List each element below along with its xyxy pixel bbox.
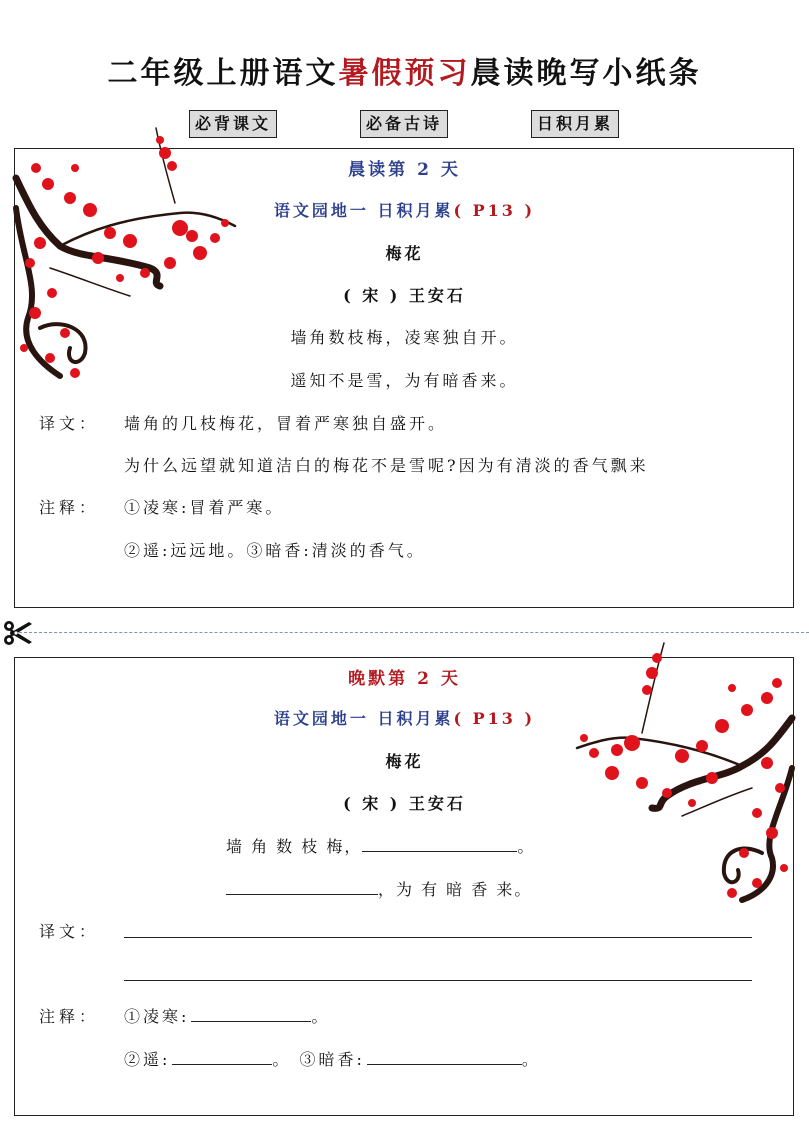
poem-line-2-blank[interactable] [226, 894, 378, 895]
evening-note-2 [124, 1047, 541, 1070]
note-2-prefix: ②遥: [124, 1050, 171, 1069]
note-2-blank[interactable] [172, 1064, 272, 1065]
translation-blank-line-1[interactable] [124, 937, 752, 938]
poem-line-1-blank[interactable] [362, 851, 517, 852]
translation-blank-line-2[interactable] [124, 980, 752, 981]
note-1-blank[interactable] [191, 1021, 311, 1022]
scissors-icon [2, 620, 34, 646]
evening-poem-title: 梅花 [385, 752, 424, 771]
evening-section-heading [0, 706, 809, 729]
evening-notes-label: 注释： [39, 1007, 100, 1026]
morning-translation-line-1: 墙角的几枝梅花，冒着严寒独自盛开。 [124, 414, 448, 433]
morning-section-name: 语文园地一 日积月累 [273, 201, 454, 220]
note-1-prefix: ①凌寒: [124, 1007, 190, 1026]
title-part-2: 晨读晚写小纸条 [470, 56, 702, 91]
note-3-blank[interactable] [367, 1064, 522, 1065]
evening-page-ref: ( P13 ) [453, 709, 536, 728]
morning-note-1: ①凌寒:冒着严寒。 [124, 498, 285, 517]
tab-daily-accumulation[interactable]: 日积月累 [531, 110, 619, 138]
morning-section-heading [0, 198, 809, 221]
evening-poem-author: ( 宋 ) 王安石 [343, 794, 466, 813]
tab-must-recite-texts[interactable]: 必背课文 [189, 110, 277, 138]
tab-must-know-poems[interactable]: 必备古诗 [360, 110, 448, 138]
title-part-1: 二年级上册语文 [107, 56, 339, 91]
cut-line-divider [14, 632, 809, 633]
line-2-suffix: ，为 有 暗 香 来。 [378, 880, 533, 899]
evening-note-1 [124, 1004, 330, 1027]
note-3-suffix: 。 [521, 1050, 541, 1069]
morning-note-2: ②遥:远远地。③暗香:清淡的香气。 [124, 541, 426, 560]
morning-translation-line-2: 为什么远望就知道洁白的梅花不是雪呢?因为有清淡的香气飘来 [124, 456, 649, 475]
morning-poem-author: ( 宋 ) 王安石 [343, 286, 466, 305]
morning-poem-line-1: 墙角数枝梅，凌寒独自开。 [290, 328, 519, 347]
morning-poem-title: 梅花 [385, 244, 424, 263]
page-title [0, 48, 809, 92]
morning-translation-label: 译文： [39, 414, 100, 433]
note-3-prefix: ③暗香: [299, 1050, 365, 1069]
line-1-suffix: 。 [517, 837, 536, 856]
morning-page-ref: ( P13 ) [453, 201, 536, 220]
morning-poem-line-2: 遥知不是雪，为有暗香来。 [290, 371, 519, 390]
evening-poem-line-2 [226, 877, 532, 900]
morning-day-title: 晨读第 2 天 [348, 160, 461, 180]
evening-translation-label: 译文： [39, 922, 100, 941]
note-2-suffix: 。 [272, 1050, 292, 1069]
evening-poem-line-1 [226, 834, 535, 857]
note-1-suffix: 。 [311, 1007, 331, 1026]
evening-day-title: 晚默第 2 天 [348, 669, 461, 689]
morning-notes-label: 注释： [39, 498, 100, 517]
title-highlight: 暑假预习 [338, 56, 471, 91]
line-1-prefix: 墙 角 数 枝 梅， [226, 837, 363, 856]
evening-section-name: 语文园地一 日积月累 [273, 709, 454, 728]
